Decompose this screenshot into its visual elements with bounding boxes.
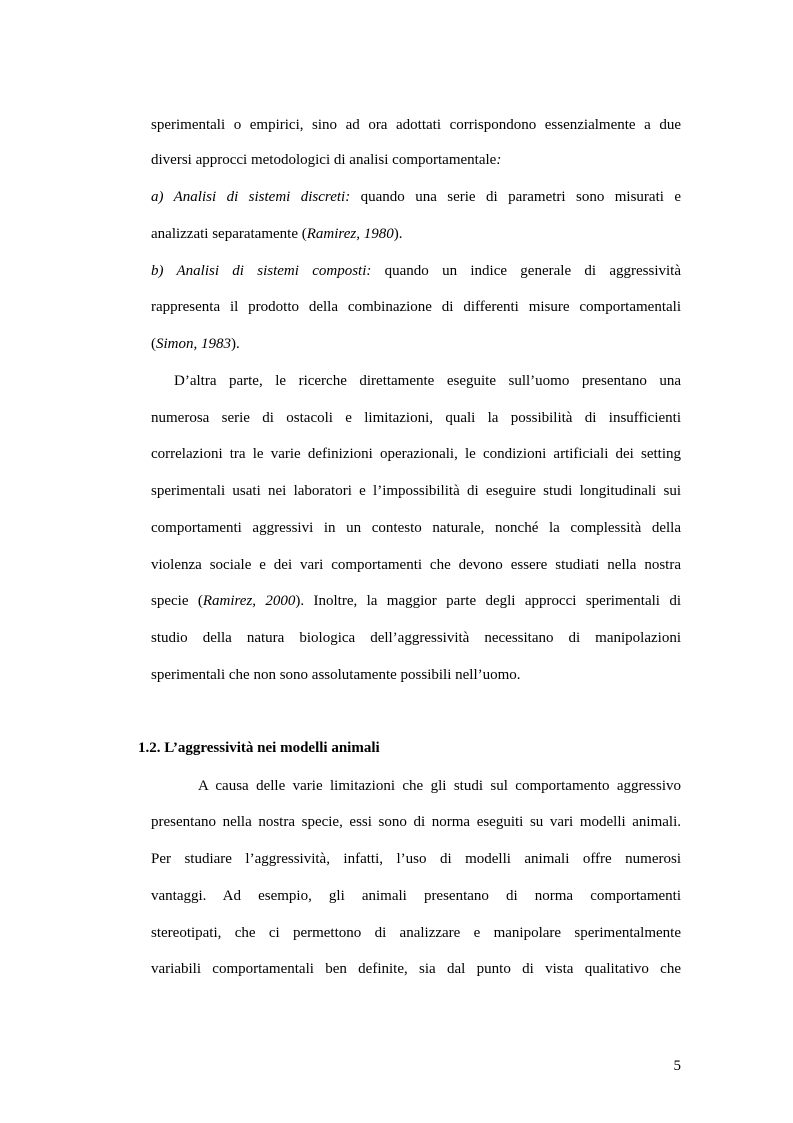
- list-item-label: b) Analisi di sistemi composti:: [151, 263, 372, 279]
- text-line: sperimentali che non sono assolutamente possibili nell’uomo.: [151, 667, 521, 683]
- text-segment: ).: [393, 226, 403, 242]
- text-line: variabili comportamentali ben definite, sia dal punto di vista qualitativo che: [151, 961, 681, 977]
- text-segment: ). Inoltre, la maggior parte degli approcci sperimentali di: [295, 593, 681, 609]
- text-line: correlazioni tra le varie definizioni operazionali, le condizioni artificiali dei setting: [151, 446, 681, 462]
- text-line: studio della natura biologica dell’aggressività necessitano di manipolazioni: [151, 630, 681, 646]
- text-line: violenza sociale e dei vari comportamenti che devono essere studiati nella nostra: [151, 557, 681, 573]
- text-segment: (: [151, 336, 156, 352]
- text-line: [151, 591, 681, 611]
- text-line: D’altra parte, le ricerche direttamente eseguite sull’uomo presentano una: [174, 373, 681, 389]
- text-segment: :: [496, 152, 502, 168]
- section-heading: 1.2. L’aggressività nei modelli animali: [138, 740, 380, 756]
- text-segment: ).: [231, 336, 240, 352]
- text-line: [151, 224, 681, 244]
- page-number: 5: [673, 1058, 681, 1074]
- text-segment: quando una serie di parametri sono misurati e: [350, 189, 681, 205]
- text-line: numerosa serie di ostacoli e limitazioni, quali la possibilità di insufficienti: [151, 410, 681, 426]
- list-item-label: a) Analisi di sistemi discreti:: [151, 189, 351, 205]
- text-line: sperimentali o empirici, sino ad ora adottati corrispondono essenzialmente a due: [151, 117, 681, 133]
- text-line: presentano nella nostra specie, essi sono di norma eseguiti su vari modelli animali.: [151, 814, 681, 830]
- text-line: vantaggi. Ad esempio, gli animali presentano di norma comportamenti: [151, 888, 681, 904]
- text-segment: specie (: [151, 593, 203, 609]
- document-page: [138, 0, 681, 1123]
- list-item-a: [151, 187, 681, 207]
- text-segment: quando un indice generale di aggressività: [371, 263, 681, 279]
- text-line: [151, 334, 681, 354]
- text-segment: analizzati separatamente (: [151, 226, 307, 242]
- text-segment: diversi approcci metodologici di analisi comportamentale: [151, 152, 497, 168]
- text-line: stereotipati, che ci permettono di analizzare e manipolare sperimentalmente: [151, 925, 681, 941]
- citation: Simon, 1983: [156, 336, 231, 352]
- text-line: rappresenta il prodotto della combinazione di differenti misure comportamentali: [151, 299, 681, 315]
- citation: Ramirez, 2000: [202, 593, 296, 609]
- text-line: A causa delle varie limitazioni che gli studi sul comportamento aggressivo: [198, 778, 681, 794]
- text-line: comportamenti aggressivi in un contesto naturale, nonché la complessità della: [151, 520, 681, 536]
- text-line: sperimentali usati nei laboratori e l’impossibilità di eseguire studi longitudinali sui: [151, 483, 681, 499]
- text-line: [151, 150, 681, 170]
- list-item-b: [151, 261, 681, 281]
- citation: Ramirez, 1980: [306, 226, 394, 242]
- text-line: Per studiare l’aggressività, infatti, l’uso di modelli animali offre numerosi: [151, 851, 681, 867]
